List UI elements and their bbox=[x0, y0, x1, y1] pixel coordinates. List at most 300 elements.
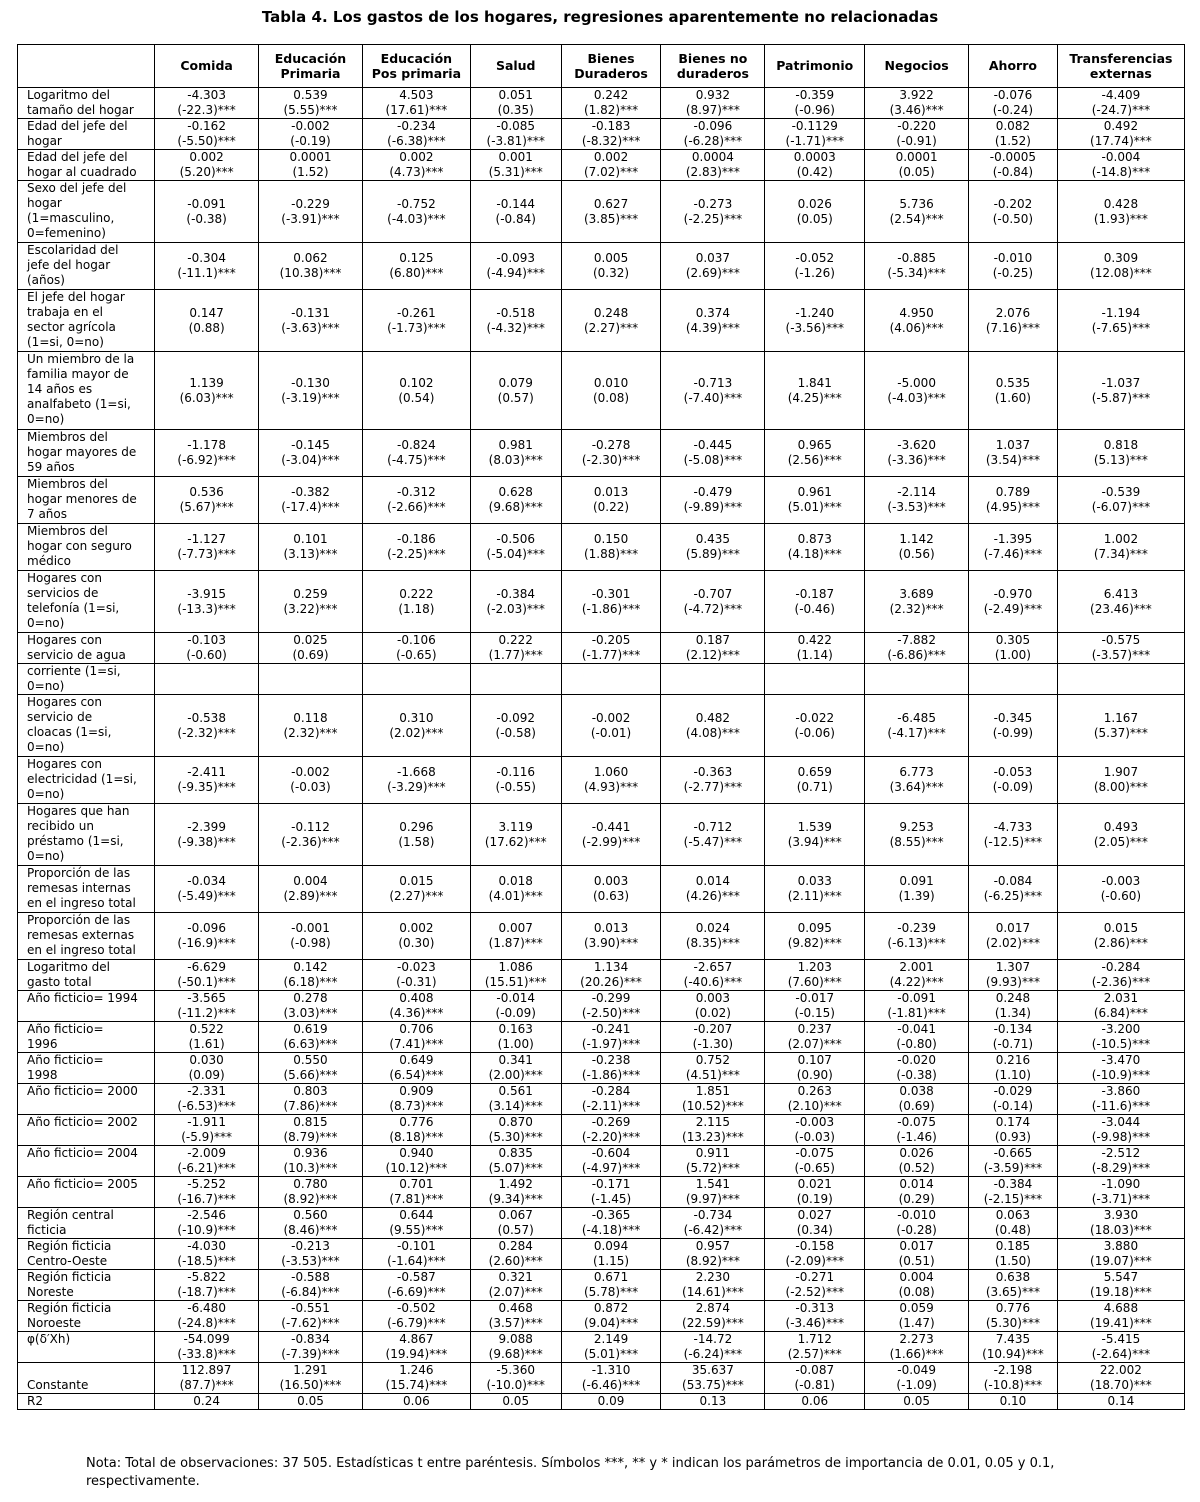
t-statistic: (5.37)*** bbox=[1093, 725, 1148, 740]
coefficient-cell bbox=[362, 1394, 470, 1410]
coefficient-value: 0.021 bbox=[797, 1177, 832, 1191]
t-statistic: (9.93)*** bbox=[985, 975, 1040, 989]
coefficient-value: -1.194 bbox=[1101, 305, 1141, 320]
coefficient-value: -0.049 bbox=[897, 1363, 936, 1377]
coefficient-value: 1.134 bbox=[593, 960, 629, 974]
coefficient-value: 1.541 bbox=[695, 1177, 731, 1191]
coefficient-value: 3.689 bbox=[899, 586, 934, 601]
coefficient-cell bbox=[362, 695, 470, 757]
coefficient-cell bbox=[362, 1146, 470, 1177]
coefficient-cell bbox=[969, 1394, 1058, 1410]
coefficient-value: -0.312 bbox=[397, 485, 436, 499]
coefficient-cell bbox=[259, 571, 363, 633]
coefficient-value: -0.665 bbox=[993, 1146, 1033, 1160]
coefficient-value: 4.503 bbox=[399, 88, 434, 102]
coefficient-value: -0.052 bbox=[795, 251, 835, 265]
table-row bbox=[18, 1332, 1185, 1363]
coefficient-cell bbox=[661, 290, 765, 352]
table-row bbox=[18, 1084, 1185, 1115]
coefficient-value: -6.629 bbox=[187, 960, 226, 974]
coefficient-cell bbox=[470, 243, 561, 290]
coefficient-cell bbox=[969, 1084, 1058, 1115]
coefficient-value: -0.278 bbox=[591, 438, 631, 452]
table-row bbox=[18, 430, 1185, 477]
t-statistic: (-2.66)*** bbox=[387, 500, 446, 514]
t-statistic: (-6.53)*** bbox=[177, 1099, 236, 1113]
coefficient-cell bbox=[661, 1115, 765, 1146]
row-label: Constante bbox=[18, 1363, 155, 1394]
coefficient-cell bbox=[259, 991, 363, 1022]
coefficient-value: 0.776 bbox=[399, 1115, 434, 1129]
coefficient-value: 0.005 bbox=[593, 251, 629, 265]
coefficient-cell bbox=[765, 991, 865, 1022]
coefficient-cell bbox=[561, 571, 661, 633]
row-label: Hogares con electricidad (1=si, 0=no) bbox=[18, 757, 155, 804]
t-statistic: (9.68)*** bbox=[488, 1347, 543, 1361]
coefficient-cell bbox=[470, 290, 561, 352]
t-statistic: (2.07)*** bbox=[488, 1285, 543, 1299]
coefficient-cell bbox=[362, 1363, 470, 1394]
coefficient-value: 0.493 bbox=[1103, 819, 1139, 834]
coefficient-value: 0.468 bbox=[498, 1301, 533, 1315]
coefficient-cell bbox=[1057, 1208, 1184, 1239]
t-statistic: (-18.5)*** bbox=[177, 1254, 236, 1268]
coefficient-cell bbox=[969, 1332, 1058, 1363]
coefficient-cell bbox=[561, 1208, 661, 1239]
t-statistic: (-10.0)*** bbox=[486, 1378, 545, 1392]
t-statistic: (-33.8)*** bbox=[177, 1347, 236, 1361]
coefficient-cell bbox=[865, 1146, 969, 1177]
coefficient-cell bbox=[969, 757, 1058, 804]
coefficient-cell bbox=[362, 1270, 470, 1301]
coefficient-cell bbox=[362, 1239, 470, 1270]
coefficient-value: 0.981 bbox=[498, 438, 533, 452]
coefficient-value: 1.841 bbox=[797, 375, 832, 390]
coefficient-cell bbox=[470, 1115, 561, 1146]
t-statistic: (5.66)*** bbox=[283, 1068, 338, 1082]
t-statistic: (0.51) bbox=[898, 1254, 935, 1268]
t-statistic: (1.52) bbox=[292, 165, 329, 179]
coefficient-cell bbox=[661, 430, 765, 477]
coefficient-value: 0.216 bbox=[995, 1053, 1031, 1067]
coefficient-cell bbox=[470, 1084, 561, 1115]
coefficient-cell bbox=[561, 477, 661, 524]
coefficient-value: 0.535 bbox=[995, 375, 1031, 390]
t-statistic: (2.54)*** bbox=[889, 211, 944, 226]
coefficient-value: 0.24 bbox=[193, 1394, 220, 1408]
coefficient-value: 0.05 bbox=[297, 1394, 324, 1408]
coefficient-value: 0.013 bbox=[593, 485, 629, 499]
t-statistic: (-2.32)*** bbox=[177, 725, 236, 740]
coefficient-cell bbox=[765, 804, 865, 866]
coefficient-cell bbox=[865, 290, 969, 352]
coefficient-value: -2.114 bbox=[897, 485, 936, 499]
row-label: Año ficticio= 2002 bbox=[18, 1115, 155, 1146]
t-statistic: (1.00) bbox=[497, 1037, 534, 1051]
t-statistic: (-2.20)*** bbox=[581, 1130, 641, 1144]
t-statistic: (0.29) bbox=[898, 1192, 935, 1206]
coefficient-cell bbox=[1057, 1053, 1184, 1084]
coefficient-cell bbox=[865, 1394, 969, 1410]
coefficient-value: -0.213 bbox=[291, 1239, 330, 1253]
coefficient-cell bbox=[969, 430, 1058, 477]
coefficient-cell bbox=[1057, 695, 1184, 757]
coefficient-cell bbox=[865, 1270, 969, 1301]
t-statistic: (2.10)*** bbox=[787, 1099, 842, 1113]
coefficient-value: 0.776 bbox=[995, 1301, 1031, 1315]
coefficient-cell bbox=[765, 1177, 865, 1208]
t-statistic: (0.19) bbox=[796, 1192, 833, 1206]
coefficient-cell bbox=[259, 430, 363, 477]
t-statistic: (3.64)*** bbox=[889, 780, 944, 794]
coefficient-cell bbox=[155, 695, 259, 757]
coefficient-cell bbox=[1057, 1394, 1184, 1410]
t-statistic: (-5.50)*** bbox=[177, 134, 236, 148]
coefficient-value: 0.025 bbox=[293, 633, 328, 647]
coefficient-value: -0.096 bbox=[693, 119, 733, 133]
coefficient-cell bbox=[155, 1115, 259, 1146]
column-header: Educación Pos primaria bbox=[362, 45, 470, 88]
coefficient-cell bbox=[865, 804, 969, 866]
t-statistic: (-6.69)*** bbox=[387, 1285, 446, 1299]
coefficient-value: 0.06 bbox=[801, 1394, 829, 1408]
coefficient-value: -0.575 bbox=[1101, 633, 1141, 647]
coefficient-cell bbox=[1057, 150, 1184, 181]
coefficient-value: -0.205 bbox=[591, 633, 631, 647]
coefficient-value: 0.222 bbox=[399, 586, 434, 601]
coefficient-cell bbox=[865, 88, 969, 119]
coefficient-value: -3.200 bbox=[1101, 1022, 1141, 1036]
coefficient-value: 0.015 bbox=[1103, 921, 1139, 935]
t-statistic: (-6.46)*** bbox=[581, 1378, 641, 1392]
t-statistic: (2.12)*** bbox=[685, 648, 740, 662]
coefficient-value: 0.789 bbox=[995, 485, 1031, 499]
t-statistic: (7.86)*** bbox=[283, 1099, 338, 1113]
coefficient-value: -0.053 bbox=[993, 765, 1033, 779]
coefficient-value: 0.780 bbox=[293, 1177, 328, 1191]
coefficient-value: 0.550 bbox=[293, 1053, 328, 1067]
coefficient-value: -0.084 bbox=[993, 874, 1033, 888]
coefficient-value: 0.150 bbox=[593, 532, 629, 546]
coefficient-cell bbox=[765, 913, 865, 960]
coefficient-cell bbox=[155, 181, 259, 243]
t-statistic: (-0.28) bbox=[896, 1223, 937, 1237]
t-statistic: (-12.5)*** bbox=[983, 834, 1043, 849]
coefficient-value: 0.06 bbox=[403, 1394, 430, 1408]
coefficient-cell bbox=[1057, 1146, 1184, 1177]
coefficient-cell bbox=[1057, 524, 1184, 571]
t-statistic: (22.59)*** bbox=[682, 1316, 744, 1330]
coefficient-value: 0.05 bbox=[903, 1394, 930, 1408]
coefficient-value: 3.880 bbox=[1103, 1239, 1139, 1253]
coefficient-cell bbox=[661, 913, 765, 960]
coefficient-value: -0.022 bbox=[795, 710, 835, 725]
t-statistic: (-0.98) bbox=[290, 936, 331, 950]
coefficient-cell bbox=[1057, 1332, 1184, 1363]
coefficient-cell bbox=[561, 1239, 661, 1270]
t-statistic: (-0.65) bbox=[794, 1161, 835, 1175]
coefficient-value: 0.102 bbox=[399, 375, 434, 390]
row-label: Logaritmo del tamaño del hogar bbox=[18, 88, 155, 119]
t-statistic: (-2.03)*** bbox=[486, 601, 545, 616]
t-statistic: (1.00) bbox=[994, 648, 1031, 662]
t-statistic: (4.39)*** bbox=[685, 320, 740, 335]
coefficient-cell bbox=[1057, 352, 1184, 430]
coefficient-cell bbox=[765, 1022, 865, 1053]
coefficient-value: 1.139 bbox=[189, 375, 224, 390]
coefficient-cell bbox=[561, 150, 661, 181]
coefficient-cell bbox=[155, 352, 259, 430]
row-label: Año ficticio= 1996 bbox=[18, 1022, 155, 1053]
coefficient-cell bbox=[470, 1208, 561, 1239]
coefficient-value: -0.092 bbox=[496, 710, 536, 725]
coefficient-cell bbox=[865, 1115, 969, 1146]
t-statistic: (0.34) bbox=[796, 1223, 833, 1237]
coefficient-value: 0.094 bbox=[593, 1239, 629, 1253]
t-statistic: (4.36)*** bbox=[389, 1006, 444, 1020]
t-statistic: (-0.09) bbox=[495, 1006, 536, 1020]
t-statistic: (-7.62)*** bbox=[281, 1316, 340, 1330]
t-statistic: (-2.36)*** bbox=[1091, 975, 1151, 989]
coefficient-value: 0.10 bbox=[999, 1394, 1027, 1408]
t-statistic: (-0.60) bbox=[186, 648, 227, 662]
t-statistic: (3.85)*** bbox=[583, 211, 639, 226]
coefficient-value: 0.007 bbox=[498, 921, 533, 935]
coefficient-cell bbox=[765, 430, 865, 477]
t-statistic: (-0.46) bbox=[794, 601, 835, 616]
t-statistic: (7.16)*** bbox=[985, 320, 1040, 335]
t-statistic: (2.89)*** bbox=[283, 889, 338, 903]
t-statistic: (8.18)*** bbox=[389, 1130, 444, 1144]
coefficient-cell bbox=[865, 524, 969, 571]
coefficient-cell bbox=[969, 524, 1058, 571]
t-statistic: (-9.35)*** bbox=[177, 780, 236, 794]
coefficient-value: -0.518 bbox=[496, 305, 536, 320]
coefficient-cell bbox=[969, 352, 1058, 430]
t-statistic: (8.55)*** bbox=[889, 834, 944, 849]
coefficient-cell bbox=[155, 804, 259, 866]
coefficient-value: -0.588 bbox=[291, 1270, 330, 1284]
coefficient-cell bbox=[969, 1146, 1058, 1177]
coefficient-value: 0.017 bbox=[995, 921, 1031, 935]
coefficient-value: 0.0001 bbox=[289, 150, 332, 164]
coefficient-cell bbox=[1057, 633, 1184, 664]
t-statistic: (5.01)*** bbox=[787, 500, 842, 514]
coefficient-cell bbox=[1057, 181, 1184, 243]
coefficient-value: -0.885 bbox=[897, 251, 936, 265]
coefficient-cell bbox=[1057, 430, 1184, 477]
t-statistic: (-4.03)*** bbox=[887, 390, 946, 405]
coefficient-cell bbox=[259, 477, 363, 524]
coefficient-cell bbox=[765, 352, 865, 430]
row-label: Región central ficticia bbox=[18, 1208, 155, 1239]
coefficient-cell bbox=[561, 1115, 661, 1146]
t-statistic: (-6.84)*** bbox=[281, 1285, 340, 1299]
coefficient-cell bbox=[865, 1053, 969, 1084]
coefficient-value: 2.001 bbox=[899, 960, 934, 974]
t-statistic: (-4.97)*** bbox=[581, 1161, 641, 1175]
t-statistic: (-4.94)*** bbox=[486, 266, 545, 280]
coefficient-value: 0.936 bbox=[293, 1146, 328, 1160]
coefficient-cell bbox=[561, 1146, 661, 1177]
t-statistic: (-6.24)*** bbox=[683, 1347, 743, 1361]
coefficient-cell bbox=[561, 1363, 661, 1394]
coefficient-value: -0.002 bbox=[591, 710, 631, 725]
coefficient-cell bbox=[969, 1208, 1058, 1239]
coefficient-cell bbox=[1057, 913, 1184, 960]
coefficient-value: -0.096 bbox=[187, 921, 226, 935]
coefficient-cell bbox=[470, 1022, 561, 1053]
coefficient-cell bbox=[661, 804, 765, 866]
coefficient-value: 0.004 bbox=[899, 1270, 934, 1284]
coefficient-value: -14.72 bbox=[693, 1332, 733, 1346]
t-statistic: (1.77)*** bbox=[488, 648, 543, 662]
coefficient-value: -0.384 bbox=[993, 1177, 1033, 1191]
t-statistic: (-2.99)*** bbox=[581, 834, 641, 849]
coefficient-cell bbox=[155, 430, 259, 477]
coefficient-cell bbox=[661, 1084, 765, 1115]
t-statistic: (0.08) bbox=[592, 390, 630, 405]
t-statistic: (0.48) bbox=[994, 1223, 1031, 1237]
t-statistic: (19.94)*** bbox=[385, 1347, 448, 1361]
coefficient-value: -0.269 bbox=[591, 1115, 631, 1129]
coefficient-cell bbox=[470, 1239, 561, 1270]
coefficient-cell bbox=[362, 633, 470, 664]
coefficient-value: 0.079 bbox=[498, 375, 533, 390]
coefficient-cell bbox=[470, 913, 561, 960]
t-statistic: (-0.06) bbox=[794, 725, 835, 740]
coefficient-cell bbox=[1057, 243, 1184, 290]
t-statistic: (-3.53)*** bbox=[887, 500, 946, 514]
coefficient-cell bbox=[155, 633, 259, 664]
t-statistic: (3.14)*** bbox=[488, 1099, 543, 1113]
coefficient-value: 0.014 bbox=[695, 874, 731, 888]
coefficient-cell bbox=[969, 181, 1058, 243]
t-statistic: (0.56) bbox=[898, 547, 935, 561]
coefficient-value: 0.619 bbox=[293, 1022, 328, 1036]
coefficient-value: 0.638 bbox=[995, 1270, 1031, 1284]
coefficient-value: -0.229 bbox=[291, 196, 330, 211]
coefficient-cell bbox=[470, 1394, 561, 1410]
coefficient-cell bbox=[661, 119, 765, 150]
column-header: Educación Primaria bbox=[259, 45, 363, 88]
coefficient-cell bbox=[155, 150, 259, 181]
t-statistic: (5.55)*** bbox=[283, 103, 338, 117]
header-corner bbox=[18, 45, 155, 88]
t-statistic: (0.69) bbox=[292, 648, 329, 662]
coefficient-value: 0.051 bbox=[498, 88, 533, 102]
t-statistic: (2.60)*** bbox=[488, 1254, 543, 1268]
coefficient-cell bbox=[362, 1332, 470, 1363]
coefficient-value: 0.002 bbox=[593, 150, 629, 164]
coefficient-value: -1.178 bbox=[187, 438, 226, 452]
coefficient-value: 0.026 bbox=[899, 1146, 934, 1160]
coefficient-cell bbox=[865, 1208, 969, 1239]
coefficient-value: -1.310 bbox=[591, 1363, 631, 1377]
t-statistic: (-4.72)*** bbox=[683, 601, 743, 616]
coefficient-value: -0.145 bbox=[291, 438, 330, 452]
coefficient-value: -0.106 bbox=[397, 633, 436, 647]
table-row bbox=[18, 991, 1185, 1022]
coefficient-cell bbox=[765, 757, 865, 804]
t-statistic: (-40.6)*** bbox=[683, 975, 743, 989]
coefficient-cell bbox=[865, 960, 969, 991]
row-label: Proporción de las remesas internas en el ingreso total bbox=[18, 866, 155, 913]
coefficient-cell bbox=[362, 119, 470, 150]
t-statistic: (19.07)*** bbox=[1090, 1254, 1152, 1268]
coefficient-value: -0.284 bbox=[591, 1084, 631, 1098]
coefficient-cell bbox=[470, 119, 561, 150]
table-row bbox=[18, 866, 1185, 913]
coefficient-value: 1.307 bbox=[995, 960, 1031, 974]
coefficient-value: -0.445 bbox=[693, 438, 733, 452]
coefficient-cell bbox=[470, 1177, 561, 1208]
coefficient-cell bbox=[969, 664, 1058, 695]
coefficient-value: 0.870 bbox=[498, 1115, 533, 1129]
t-statistic: (-6.07)*** bbox=[1091, 500, 1151, 514]
coefficient-cell bbox=[470, 88, 561, 119]
coefficient-value: -0.970 bbox=[993, 586, 1033, 601]
row-label: Logaritmo del gasto total bbox=[18, 960, 155, 991]
t-statistic: (2.27)*** bbox=[583, 320, 639, 335]
coefficient-cell bbox=[155, 866, 259, 913]
coefficient-value: 0.163 bbox=[498, 1022, 533, 1036]
coefficient-cell bbox=[765, 1084, 865, 1115]
t-statistic: (-1.45) bbox=[590, 1192, 632, 1206]
coefficient-value: -1.090 bbox=[1101, 1177, 1141, 1191]
table-row bbox=[18, 524, 1185, 571]
t-statistic: (0.63) bbox=[592, 889, 630, 903]
table-row bbox=[18, 477, 1185, 524]
t-statistic: (-1.86)*** bbox=[581, 1068, 641, 1082]
coefficient-value: 0.539 bbox=[293, 88, 328, 102]
coefficient-value: -0.365 bbox=[591, 1208, 631, 1222]
coefficient-value: -0.538 bbox=[187, 710, 226, 725]
coefficient-value: -0.010 bbox=[897, 1208, 936, 1222]
coefficient-cell bbox=[765, 181, 865, 243]
t-statistic: (0.71) bbox=[796, 780, 833, 794]
coefficient-value: -0.187 bbox=[795, 586, 835, 601]
coefficient-value: -0.010 bbox=[993, 251, 1033, 265]
t-statistic: (0.57) bbox=[497, 1223, 534, 1237]
t-statistic: (-1.30) bbox=[692, 1037, 734, 1051]
table-row bbox=[18, 88, 1185, 119]
coefficient-value: 0.095 bbox=[797, 921, 832, 935]
coefficient-cell bbox=[969, 150, 1058, 181]
coefficient-cell bbox=[561, 243, 661, 290]
coefficient-cell bbox=[155, 1301, 259, 1332]
coefficient-cell bbox=[765, 1332, 865, 1363]
coefficient-value: -0.502 bbox=[397, 1301, 436, 1315]
coefficient-value: -5.415 bbox=[1101, 1332, 1141, 1346]
row-label: Edad del jefe del hogar bbox=[18, 119, 155, 150]
t-statistic: (2.07)*** bbox=[787, 1037, 842, 1051]
coefficient-value: -0.034 bbox=[187, 874, 226, 888]
row-label: Un miembro de la familia mayor de 14 años es analfabeto (1=si, 0=no) bbox=[18, 352, 155, 430]
coefficient-value: 0.003 bbox=[695, 991, 731, 1005]
coefficient-cell bbox=[470, 150, 561, 181]
t-statistic: (3.46)*** bbox=[889, 103, 944, 117]
coefficient-cell bbox=[765, 960, 865, 991]
row-label: corriente (1=si, 0=no) bbox=[18, 664, 155, 695]
coefficient-cell bbox=[969, 571, 1058, 633]
coefficient-value: -0.384 bbox=[496, 586, 536, 601]
coefficient-value: 0.957 bbox=[695, 1239, 731, 1253]
table-title: Tabla 4. Los gastos de los hogares, regresiones aparentemente no relacionadas bbox=[261, 8, 939, 26]
t-statistic: (3.13)*** bbox=[283, 547, 338, 561]
table-row bbox=[18, 695, 1185, 757]
t-statistic: (-0.19) bbox=[290, 134, 331, 148]
